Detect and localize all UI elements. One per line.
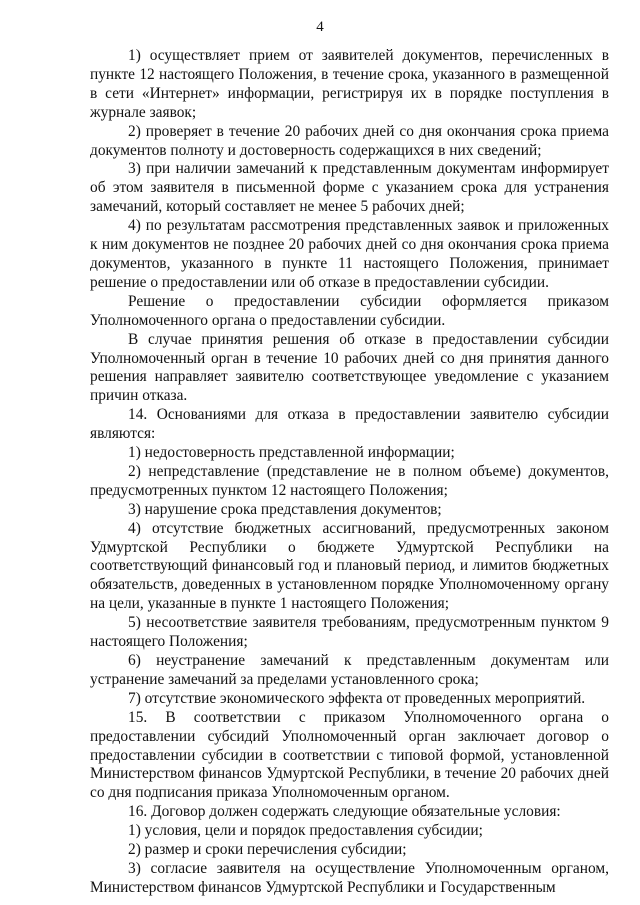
paragraph-refusal-ground-6: 6) неустранение замечаний к представленным документам или устранение замечаний за пределами установленного срока; xyxy=(90,652,609,688)
paragraph-contract-condition-3: 3) согласие заявителя на осуществление Уполномоченным органом, Министерством финансов Удмуртской Республики и Государственным xyxy=(90,859,609,896)
paragraph-item-1-receive-documents: 1) осуществляет прием от заявителей документов, перечисленных в пункте 12 настоящего Положения, в течение срока, указанного в размещенной в сети «Интернет» информации, регистрируя их в порядке поступления в журнале заявок; xyxy=(90,47,609,121)
paragraph-contract-condition-2: 2) размер и сроки перечисления субсидии; xyxy=(128,841,407,859)
paragraph-refusal-ground-4: 4) отсутствие бюджетных ассигнований, предусмотренных законом Удмуртской Республики о бюджете Удмуртской Республики на соответствующий финансовый год и плановый период, и лимитов бюджетных обязательств, доведенных в установленном порядке Уполномоченному органу на цели, указанные в пункте 1 настоящего Положения; xyxy=(90,519,609,613)
paragraph-clause-15: 15. В соответствии с приказом Уполномоченного органа о предоставлении субсидий Уполномоченный орган заключает договор о предоставлении субсидии в соответствии с типовой формой, установленной Министерством финансов Удмуртской Республики, в течение 20 рабочих дней со дня подписания приказа Уполномоченным органом. xyxy=(90,708,609,802)
page-number: 4 xyxy=(316,19,324,35)
paragraph-refusal-ground-2: 2) непредставление (представление не в полном объеме) документов, предусмотренных пунктом 12 настоящего Положения; xyxy=(90,462,609,499)
paragraph-refusal-ground-3: 3) нарушение срока представления документов; xyxy=(128,500,442,518)
paragraph-refusal-ground-7: 7) отсутствие экономического эффекта от проведенных мероприятий. xyxy=(128,689,586,707)
document-body xyxy=(90,47,609,898)
paragraph-refusal-ground-5: 5) несоответствие заявителя требованиям, предусмотренным пунктом 9 настоящего Положения; xyxy=(90,614,609,651)
paragraph-clause-16: 16. Договор должен содержать следующие обязательные условия: xyxy=(128,803,561,821)
paragraph-refusal-ground-1: 1) недостоверность представленной информации; xyxy=(128,444,455,462)
paragraph-contract-condition-1: 1) условия, цели и порядок предоставления субсидии; xyxy=(128,822,483,840)
paragraph-refusal-notice: В случае принятия решения об отказе в предоставлении субсидии Уполномоченный орган в течение 10 рабочих дней со дня принятия данного решения направляет заявителю соответствующее уведомление с указанием причин отказа. xyxy=(90,330,609,405)
paragraph-item-3-remarks: 3) при наличии замечаний к представленным документам информирует об этом заявителя в письменной форме с указанием срока для устранения замечаний, который составляет не менее 5 рабочих дней; xyxy=(90,160,609,216)
paragraph-item-2-check-documents: 2) проверяет в течение 20 рабочих дней со дня окончания срока приема документов полноту и достоверность содержащихся в них сведений; xyxy=(90,122,609,159)
paragraph-decision-order: Решение о предоставлении субсидии оформляется приказом Уполномоченного органа о предоставлении субсидии. xyxy=(90,292,609,329)
paragraph-clause-14: 14. Основаниями для отказа в предоставлении заявителю субсидии являются: xyxy=(90,406,609,443)
paragraph-item-4-decision: 4) по результатам рассмотрения представленных заявок и приложенных к ним документов не позднее 20 рабочих дней со дня окончания срока приема документов, указанного в пункте 11 настоящего Положения, принимает решение о предоставлении или об отказе в предоставлении субсидии. xyxy=(90,217,609,291)
